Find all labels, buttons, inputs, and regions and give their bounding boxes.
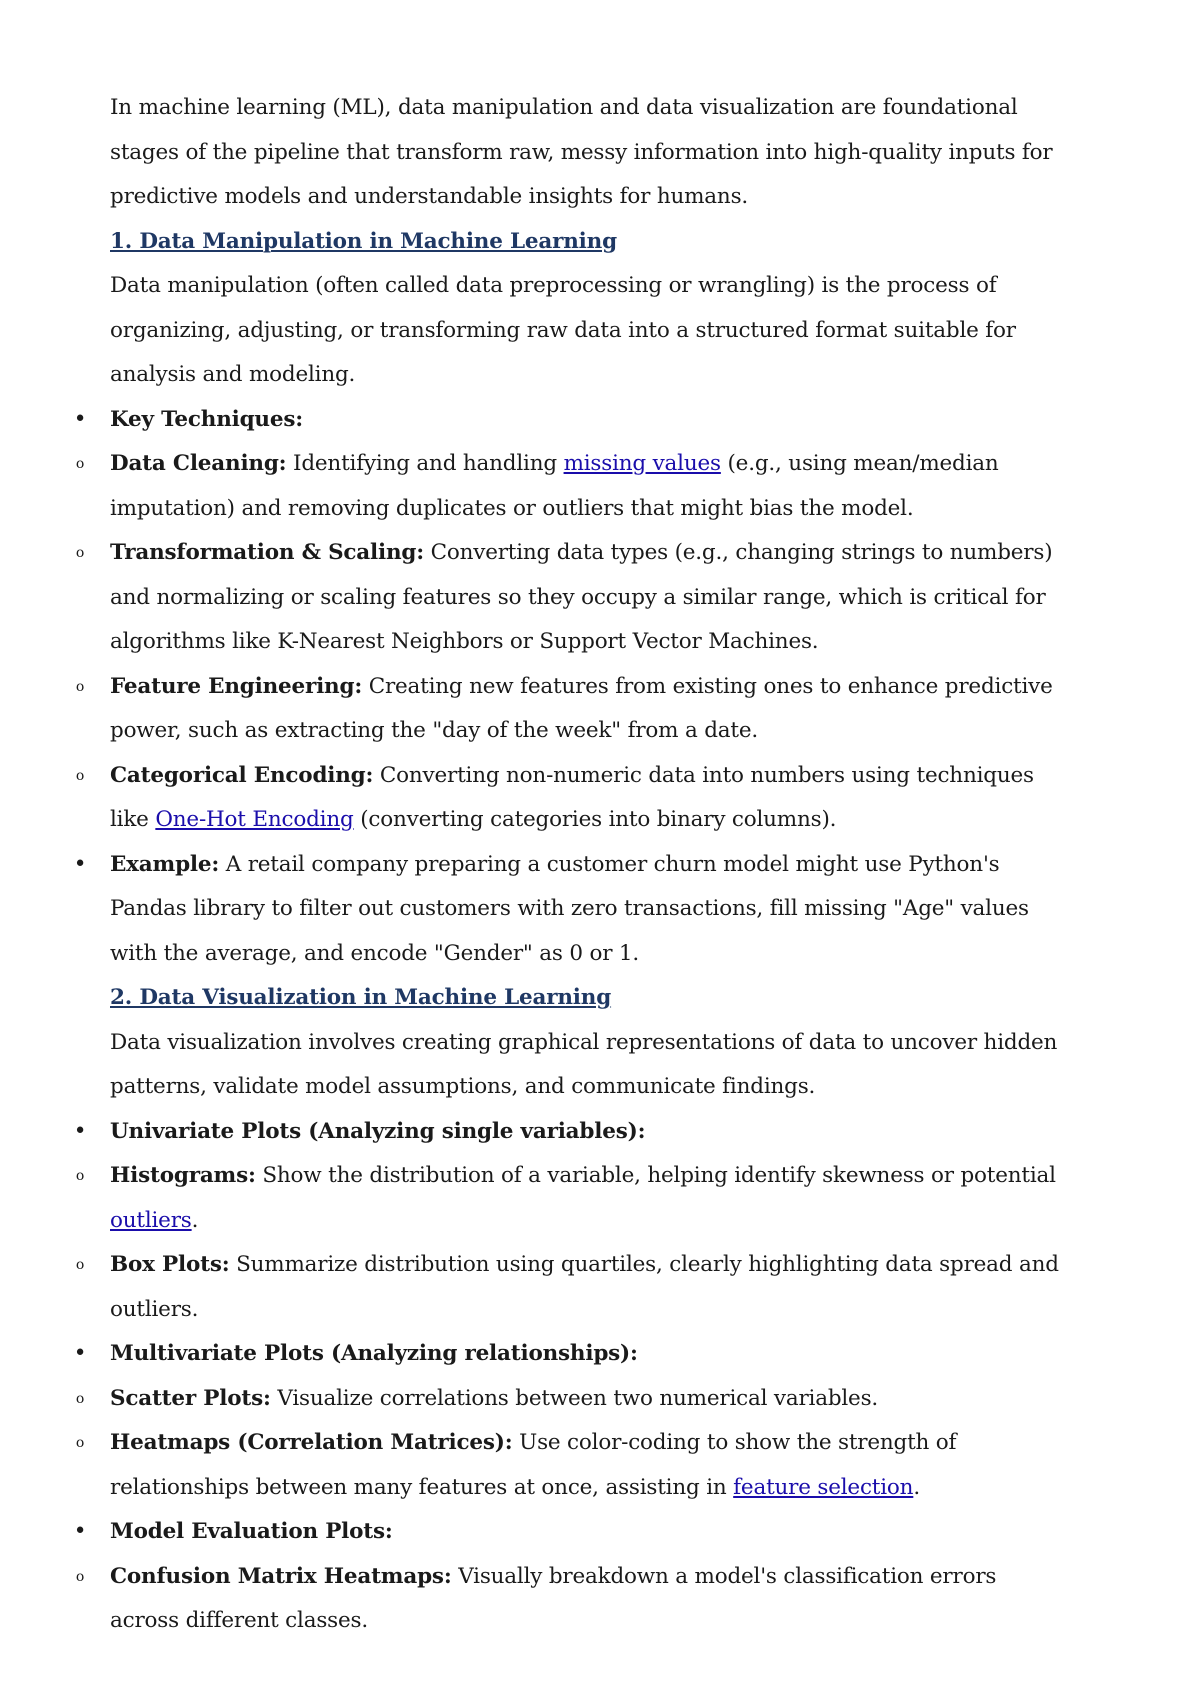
bullet-icon: • — [73, 1341, 87, 1366]
scatter-plots-text: Visualize correlations between two numerical variables. — [270, 1385, 879, 1411]
list-item-scatter-plots — [75, 1377, 1070, 1422]
bullet-icon: • — [73, 1519, 87, 1544]
histograms-label: Histograms: — [110, 1163, 256, 1188]
data-manipulation-description: Data manipulation (often called data preprocessing or wrangling) is the process of organizing, adjusting, or transforming raw data into a structured format suitable for analysis and modeling. — [110, 273, 1016, 387]
section-heading-data-manipulation[interactable]: 1. Data Manipulation in Machine Learning — [110, 228, 617, 254]
box-plots-text: Summarize distribution using quartiles, clearly highlighting data spread and outliers. — [110, 1252, 1059, 1322]
feature-selection-link[interactable]: feature selection — [733, 1474, 914, 1500]
heatmaps-text-post: . — [913, 1474, 920, 1500]
univariate-plots-label: Univariate Plots (Analyzing single variables): — [110, 1118, 646, 1144]
categorical-encoding-text-pre: Converting non-numeric data into numbers using techniques like — [110, 762, 1034, 832]
list-item-transformation-scaling — [75, 531, 1070, 665]
model-evaluation-plots-label: Model Evaluation Plots: — [110, 1519, 393, 1544]
list-item-box-plots — [75, 1243, 1070, 1332]
box-plots-label: Box Plots: — [110, 1252, 230, 1277]
list-item-key-techniques — [73, 398, 1070, 443]
key-techniques-label: Key Techniques: — [110, 406, 303, 432]
list-item-model-evaluation-plots — [73, 1510, 1070, 1555]
feature-engineering-text: Creating new features from existing ones to enhance predictive power, such as extracting the "day of the week" from a date. — [110, 673, 1053, 743]
transformation-label: Transformation & Scaling: — [110, 540, 424, 565]
list-item-histograms — [75, 1154, 1070, 1243]
list-item-feature-engineering — [75, 665, 1070, 754]
list-item-univariate-plots — [73, 1110, 1070, 1155]
scatter-plots-label: Scatter Plots: — [110, 1385, 271, 1411]
bullet-icon: • — [73, 1118, 87, 1144]
circle-bullet-icon: o — [75, 456, 85, 472]
histograms-text-post: . — [191, 1207, 199, 1233]
multivariate-plots-label: Multivariate Plots (Analyzing relationships): — [110, 1341, 638, 1366]
bullet-icon: • — [73, 406, 87, 432]
histograms-text-pre: Show the distribution of a variable, helping identify skewness or potential — [255, 1163, 1056, 1188]
data-cleaning-text-post: (e.g., using mean/median imputation) and removing duplicates or outliers that might bias the model. — [110, 451, 999, 521]
circle-bullet-icon: o — [75, 1568, 85, 1585]
confusion-matrix-label: Confusion Matrix Heatmaps: — [110, 1563, 452, 1589]
section-heading-data-visualization[interactable]: 2. Data Visualization in Machine Learning — [110, 985, 612, 1010]
circle-bullet-icon: o — [75, 678, 85, 695]
document-body — [73, 86, 1070, 1644]
list-item-example — [73, 843, 1070, 977]
circle-bullet-icon: o — [75, 1435, 85, 1451]
heatmaps-text-pre: Use color-coding to show the strength of relationships between many features at once, assisting in — [110, 1430, 957, 1500]
bullet-icon: • — [73, 851, 87, 877]
missing-values-link[interactable]: missing values — [563, 451, 721, 476]
example-text: A retail company preparing a customer churn model might use Python's Pandas library to filter out customers with zero transactions, fill missing "Age" values with the average, and encode "Gender" as 0 or 1. — [110, 851, 1029, 966]
list-item-confusion-matrix — [75, 1555, 1070, 1644]
categorical-encoding-label: Categorical Encoding: — [110, 762, 374, 788]
list-item-multivariate-plots — [73, 1332, 1070, 1377]
circle-bullet-icon: o — [75, 1390, 85, 1407]
intro-paragraph: In machine learning (ML), data manipulation and data visualization are foundational stages of the pipeline that transform raw, messy information into high-quality inputs for predictive models and understandable insights for humans. — [110, 95, 1053, 209]
circle-bullet-icon: o — [75, 545, 85, 561]
data-cleaning-text-pre: Identifying and handling — [286, 451, 564, 476]
one-hot-encoding-link[interactable]: One-Hot Encoding — [155, 807, 354, 832]
list-item-heatmaps — [75, 1421, 1070, 1510]
data-visualization-description: Data visualization involves creating graphical representations of data to uncover hidden patterns, validate model assumptions, and communicate findings. — [110, 1029, 1058, 1099]
circle-bullet-icon: o — [75, 1257, 85, 1273]
data-cleaning-label: Data Cleaning: — [110, 451, 287, 476]
transformation-text: Converting data types (e.g., changing strings to numbers) and normalizing or scaling features so they occupy a similar range, which is critical for algorithms like K-Nearest Neighbors or Support Vector Machines. — [110, 540, 1053, 654]
categorical-encoding-text-post: (converting categories into binary columns). — [353, 807, 837, 832]
circle-bullet-icon: o — [75, 767, 85, 784]
confusion-matrix-text: Visually breakdown a model's classification errors across different classes. — [110, 1563, 997, 1633]
list-item-data-cleaning — [75, 442, 1070, 531]
feature-engineering-label: Feature Engineering: — [110, 673, 363, 699]
list-item-categorical-encoding — [75, 754, 1070, 843]
outliers-link[interactable]: outliers — [110, 1207, 192, 1233]
example-label: Example: — [110, 851, 220, 877]
circle-bullet-icon: o — [75, 1168, 85, 1184]
heatmaps-label: Heatmaps (Correlation Matrices): — [110, 1430, 513, 1455]
